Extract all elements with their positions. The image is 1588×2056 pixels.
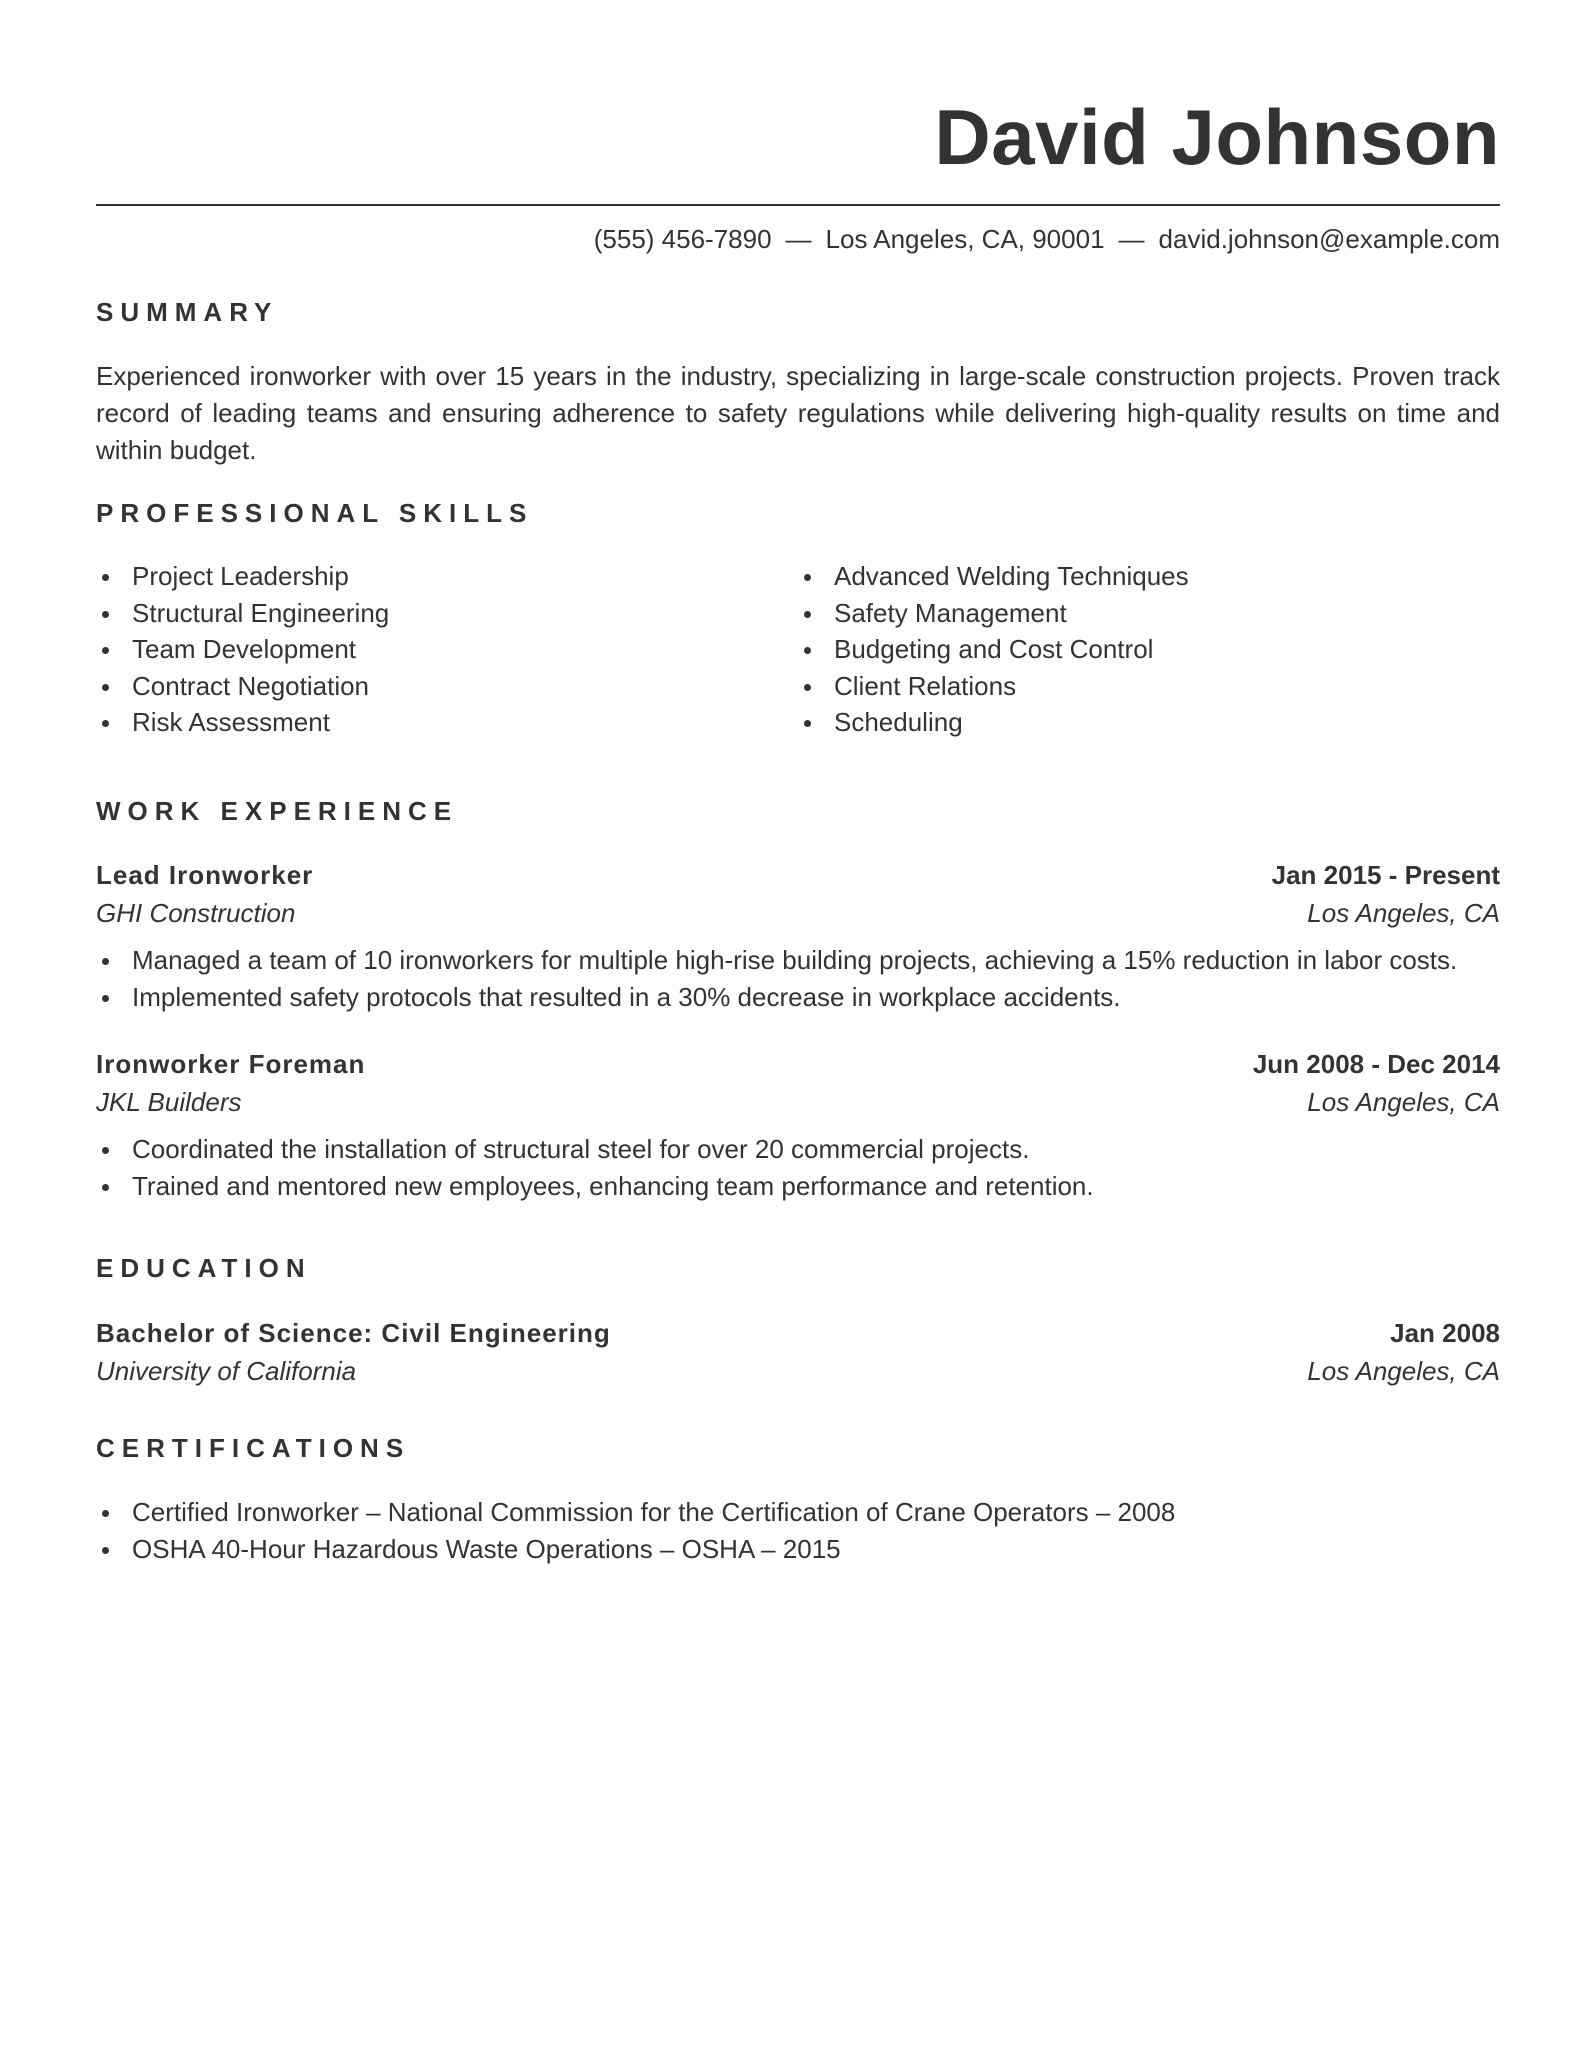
job-title: Ironworker Foreman <box>96 1049 366 1080</box>
job-location: Los Angeles, CA <box>1307 1087 1500 1118</box>
skill-item: Contract Negotiation <box>96 668 798 705</box>
job-title: Lead Ironworker <box>96 859 314 890</box>
summary-heading: SUMMARY <box>96 297 279 327</box>
skills-column-left <box>96 558 798 741</box>
contact-email[interactable]: david.johnson@example.com <box>1158 224 1500 254</box>
education-school: University of California <box>96 1356 357 1387</box>
skills-column-right <box>798 558 1500 741</box>
resume-page <box>96 0 1500 1568</box>
job-subheader <box>96 894 1500 932</box>
job-bullet: Trained and mentored new employees, enhancing team performance and retention. <box>96 1168 1500 1205</box>
job-bullet: Implemented safety protocols that resulted in a 30% decrease in workplace accidents. <box>96 979 1500 1016</box>
education-subheader <box>96 1352 1500 1390</box>
header-divider <box>96 204 1500 206</box>
contact-separator: — <box>785 224 812 254</box>
education-location: Los Angeles, CA <box>1307 1356 1500 1387</box>
job-dates: Jun 2008 - Dec 2014 <box>1252 1049 1500 1080</box>
certifications-heading: CERTIFICATIONS <box>96 1433 411 1464</box>
certifications-list <box>96 1494 1500 1567</box>
skill-item: Budgeting and Cost Control <box>798 631 1500 668</box>
education-degree: Bachelor of Science: Civil Engineering <box>96 1318 611 1349</box>
experience-heading: WORK EXPERIENCE <box>96 795 459 826</box>
contact-line <box>96 222 1500 256</box>
skill-item: Structural Engineering <box>96 595 798 632</box>
education-heading: EDUCATION <box>96 1253 312 1284</box>
skill-item: Client Relations <box>798 668 1500 705</box>
contact-location: Los Angeles, CA, 90001 <box>825 224 1105 254</box>
skill-item: Project Leadership <box>96 558 798 595</box>
job-header <box>96 856 1500 894</box>
contact-phone: (555) 456-7890 <box>593 224 772 254</box>
education-entry <box>96 1314 1500 1390</box>
job-subheader <box>96 1083 1500 1121</box>
skills-heading: PROFESSIONAL SKILLS <box>96 498 534 528</box>
skill-item: Risk Assessment <box>96 704 798 741</box>
job-bullets <box>96 1131 1500 1204</box>
certification-item: Certified Ironworker – National Commission for the Certification of Crane Operators – 2008 <box>96 1494 1500 1531</box>
job-bullet: Managed a team of 10 ironworkers for multiple high-rise building projects, achieving a 15% reduction in labor costs. <box>96 942 1500 979</box>
skills-grid <box>96 558 1500 741</box>
skill-item: Team Development <box>96 631 798 668</box>
job-header <box>96 1045 1500 1083</box>
certification-item: OSHA 40-Hour Hazardous Waste Operations – OSHA – 2015 <box>96 1531 1500 1568</box>
skill-item: Safety Management <box>798 595 1500 632</box>
education-date: Jan 2008 <box>1390 1318 1500 1349</box>
job-dates: Jan 2015 - Present <box>1271 859 1500 890</box>
education-header <box>96 1314 1500 1352</box>
skill-item: Scheduling <box>798 704 1500 741</box>
summary-text: Experienced ironworker with over 15 years in the industry, specializing in large-scale construction projects. Proven track record of leading teams and ensuring adherence to safety regulations while delivering high-quality results on time and within budget. <box>96 361 1500 465</box>
job-entry <box>96 856 1500 1015</box>
job-company: JKL Builders <box>96 1087 242 1118</box>
job-location: Los Angeles, CA <box>1307 897 1500 928</box>
skill-item: Advanced Welding Techniques <box>798 558 1500 595</box>
job-entry <box>96 1045 1500 1204</box>
candidate-name: David Johnson <box>934 93 1500 181</box>
job-bullets <box>96 942 1500 1015</box>
job-bullet: Coordinated the installation of structural steel for over 20 commercial projects. <box>96 1131 1500 1168</box>
contact-separator: — <box>1118 224 1145 254</box>
job-company: GHI Construction <box>96 897 296 928</box>
